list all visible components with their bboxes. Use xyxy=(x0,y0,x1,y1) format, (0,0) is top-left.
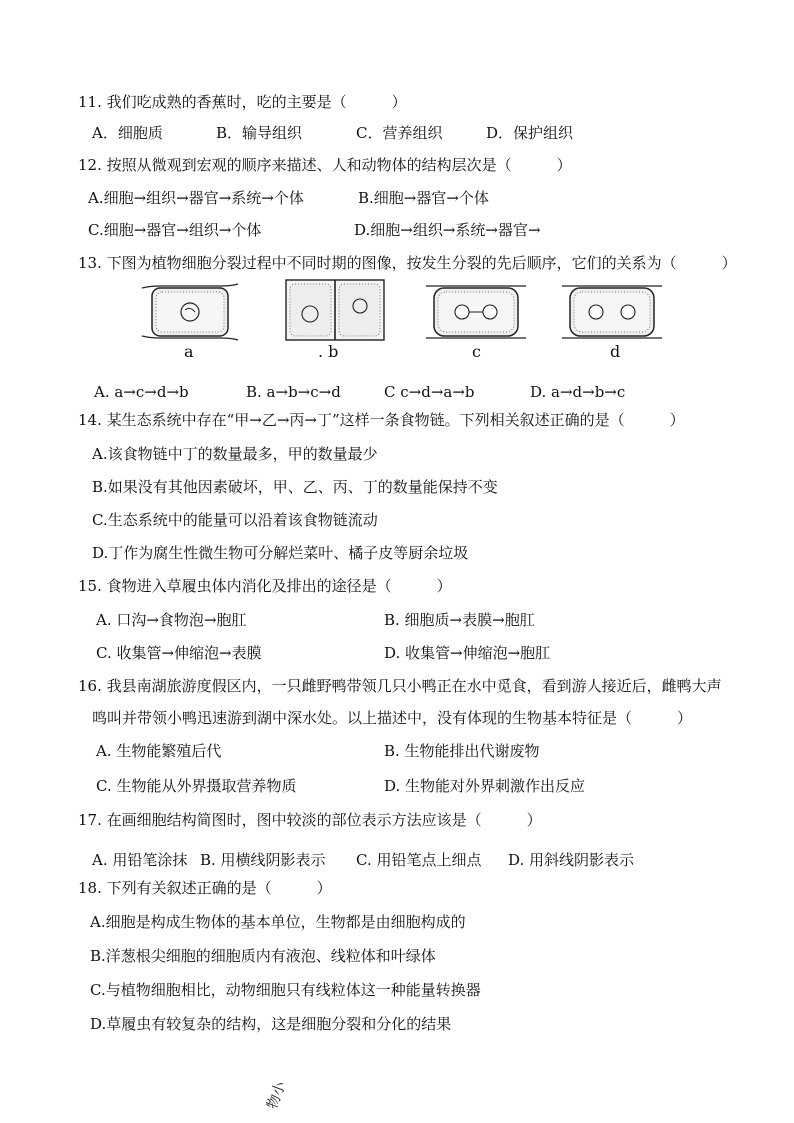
q11-option-a: A．细胞质 xyxy=(92,124,163,142)
q15-option-d: D. 收集管→伸缩泡→胞肛 xyxy=(384,644,551,662)
q15-stem: 15. 食物进入草履虫体内消化及排出的途径是（ ） xyxy=(78,577,452,595)
q16-option-c: C. 生物能从外界摄取营养物质 xyxy=(96,777,297,795)
q12-option-c: C.细胞→器官→组织→个体 xyxy=(88,221,262,239)
q13-option-b: B. a→b→c→d xyxy=(246,383,341,401)
cell-figure-a xyxy=(140,280,240,342)
q17-option-a: A. 用铅笔涂抹 xyxy=(92,851,188,869)
q14-option-c: C.生态系统中的能量可以沿着该食物链流动 xyxy=(92,511,378,529)
q11-stem: 11. 我们吃成熟的香蕉时，吃的主要是（ ） xyxy=(78,93,407,111)
q13-option-c: C c→d→a→b xyxy=(384,383,475,401)
cell-figure-b xyxy=(280,276,390,344)
figure-label-a: a xyxy=(184,342,194,361)
figure-label-b: . b xyxy=(318,342,339,361)
q13-stem: 13. 下图为植物细胞分裂过程中不同时期的图像，按发生分裂的先后顺序，它们的关系为（ ） xyxy=(78,254,737,272)
q12-stem: 12. 按照从微观到宏观的顺序来描述、人和动物体的结构层次是（ ） xyxy=(78,156,572,174)
q12-option-a: A.细胞→组织→器官→系统→个体 xyxy=(88,189,304,207)
q17-option-b: B. 用横线阴影表示 xyxy=(200,851,326,869)
q11-option-c: C．营养组织 xyxy=(356,124,443,142)
q14-option-d: D.丁作为腐生性微生物可分解烂菜叶、橘子皮等厨余垃圾 xyxy=(92,544,469,562)
figure-label-d: d xyxy=(610,342,621,361)
cell-figure-c xyxy=(424,280,528,342)
q12-option-b: B.细胞→器官→个体 xyxy=(358,189,489,207)
q17-option-c: C. 用铅笔点上细点 xyxy=(356,851,482,869)
q11-option-b: B．输导组织 xyxy=(216,124,303,142)
q17-stem: 17. 在画细胞结构简图时，图中较淡的部位表示方法应该是（ ） xyxy=(78,811,542,829)
q18-option-d: D.草履虫有较复杂的结构，这是细胞分裂和分化的结果 xyxy=(90,1015,452,1033)
q11-option-d: D．保护组织 xyxy=(486,124,574,142)
q12-option-d: D.细胞→组织→系统→器官→ xyxy=(354,221,541,239)
handwritten-mark: 物小 xyxy=(264,1079,290,1112)
q13-option-d: D. a→d→b→c xyxy=(530,383,626,401)
cell-figure-d xyxy=(560,280,664,342)
q16-option-d: D. 生物能对外界刺激作出反应 xyxy=(384,777,586,795)
q15-option-a: A. 口沟→食物泡→胞肛 xyxy=(96,611,247,629)
q18-option-c: C.与植物细胞相比，动物细胞只有线粒体这一种能量转换器 xyxy=(90,981,481,999)
q16-stem-line2: 鸣叫并带领小鸭迅速游到湖中深水处。以上描述中，没有体现的生物基本特征是（ ） xyxy=(92,709,693,727)
q16-option-a: A. 生物能繁殖后代 xyxy=(96,742,222,760)
q18-option-a: A.细胞是构成生物体的基本单位，生物都是由细胞构成的 xyxy=(90,913,466,931)
q14-stem: 14. 某生态系统中存在“甲→乙→丙→丁”这样一条食物链。下列相关叙述正确的是（ ） xyxy=(78,411,685,429)
q16-stem-line1: 16. 我县南湖旅游度假区内，一只雌野鸭带领几只小鸭正在水中觅食，看到游人接近后，雌鸭大声 xyxy=(78,677,722,695)
q14-option-b: B.如果没有其他因素破坏，甲、乙、丙、丁的数量能保持不变 xyxy=(92,478,498,496)
figure-label-c: c xyxy=(472,342,481,361)
q18-stem: 18. 下列有关叙述正确的是（ ） xyxy=(78,879,332,897)
q15-option-b: B. 细胞质→表膜→胞肛 xyxy=(384,611,535,629)
q17-option-d: D. 用斜线阴影表示 xyxy=(508,851,635,869)
q18-option-b: B.洋葱根尖细胞的细胞质内有液泡、线粒体和叶绿体 xyxy=(90,947,436,965)
q14-option-a: A.该食物链中丁的数量最多，甲的数量最少 xyxy=(92,445,378,463)
q15-option-c: C. 收集管→伸缩泡→表膜 xyxy=(96,644,262,662)
q13-option-a: A. a→c→d→b xyxy=(94,383,189,401)
q16-option-b: B. 生物能排出代谢废物 xyxy=(384,742,540,760)
